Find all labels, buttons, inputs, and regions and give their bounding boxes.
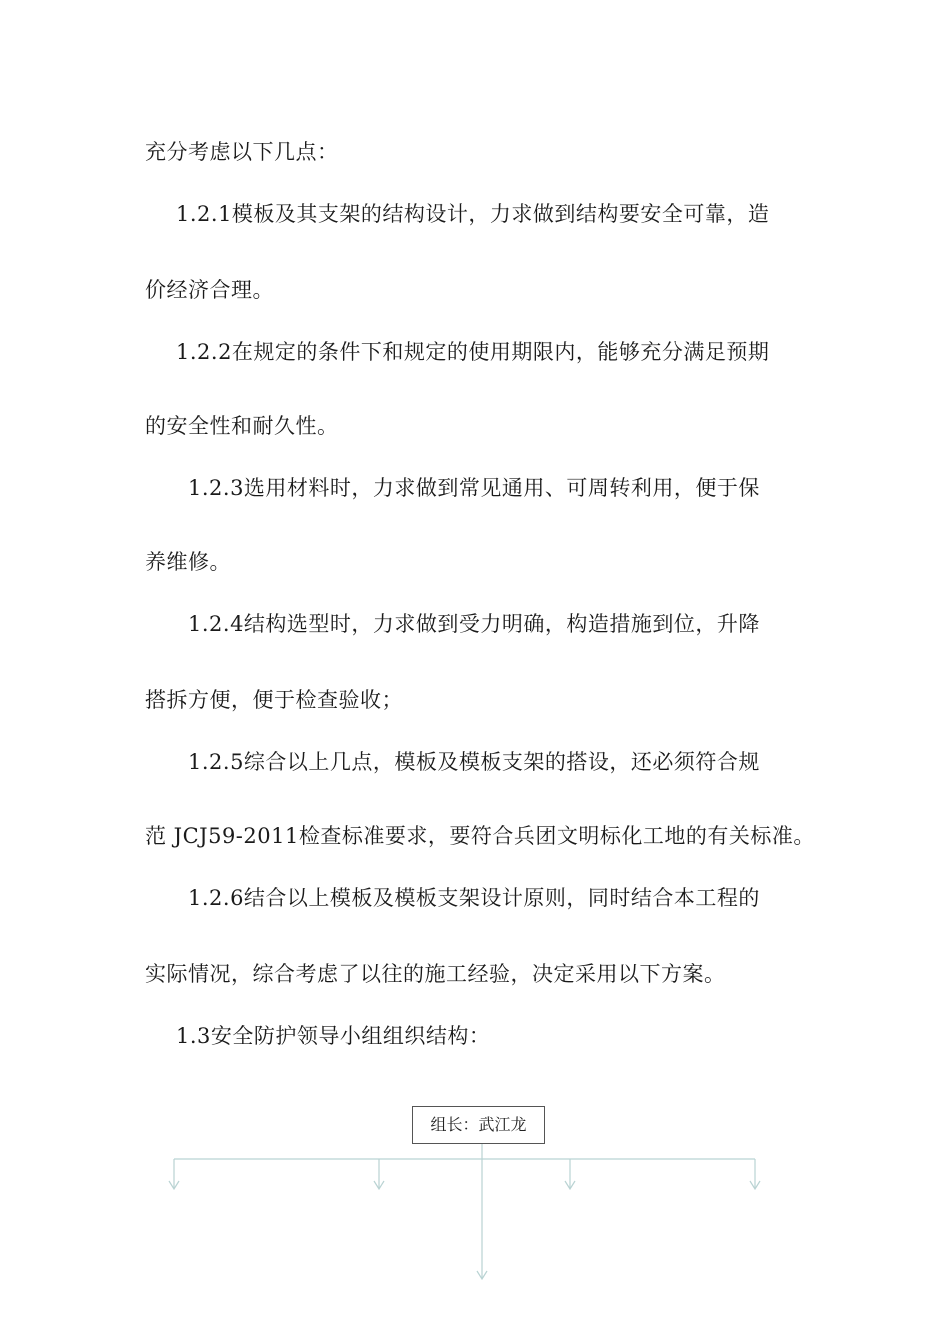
paragraph-line-14: 1.3安全防护领导小组组织结构： [176,1024,491,1048]
paragraph-line-7: 养维修。 [145,550,231,574]
paragraph-line-8: 1.2.4结构选型时，力求做到受力明确，构造措施到位，升降 [188,612,760,636]
paragraph-line-1: 充分考虑以下几点： [145,140,339,164]
paragraph-line-6: 1.2.3选用材料时，力求做到常见通用、可周转利用，便于保 [188,476,760,500]
paragraph-line-13: 实际情况，综合考虑了以往的施工经验，决定采用以下方案。 [145,962,726,986]
paragraph-line-9: 搭拆方便，便于检查验收； [145,688,403,712]
paragraph-line-12: 1.2.6结合以上模板及模板支架设计原则，同时结合本工程的 [188,886,760,910]
org-leader-box [412,1106,545,1144]
paragraph-line-5: 的安全性和耐久性。 [145,414,339,438]
paragraph-line-11: 范 JCJ59-2011检查标准要求，要符合兵团文明标化工地的有关标准。 [145,824,815,848]
org-leader-label: 组长：武江龙 [430,1115,527,1134]
paragraph-line-2: 1.2.1模板及其支架的结构设计，力求做到结构要安全可靠，造 [176,202,770,226]
paragraph-line-4: 1.2.2在规定的条件下和规定的使用期限内，能够充分满足预期 [176,340,770,364]
paragraph-line-10: 1.2.5综合以上几点，模板及模板支架的搭设，还必须符合规 [188,750,760,774]
paragraph-line-3: 价经济合理。 [145,278,274,302]
